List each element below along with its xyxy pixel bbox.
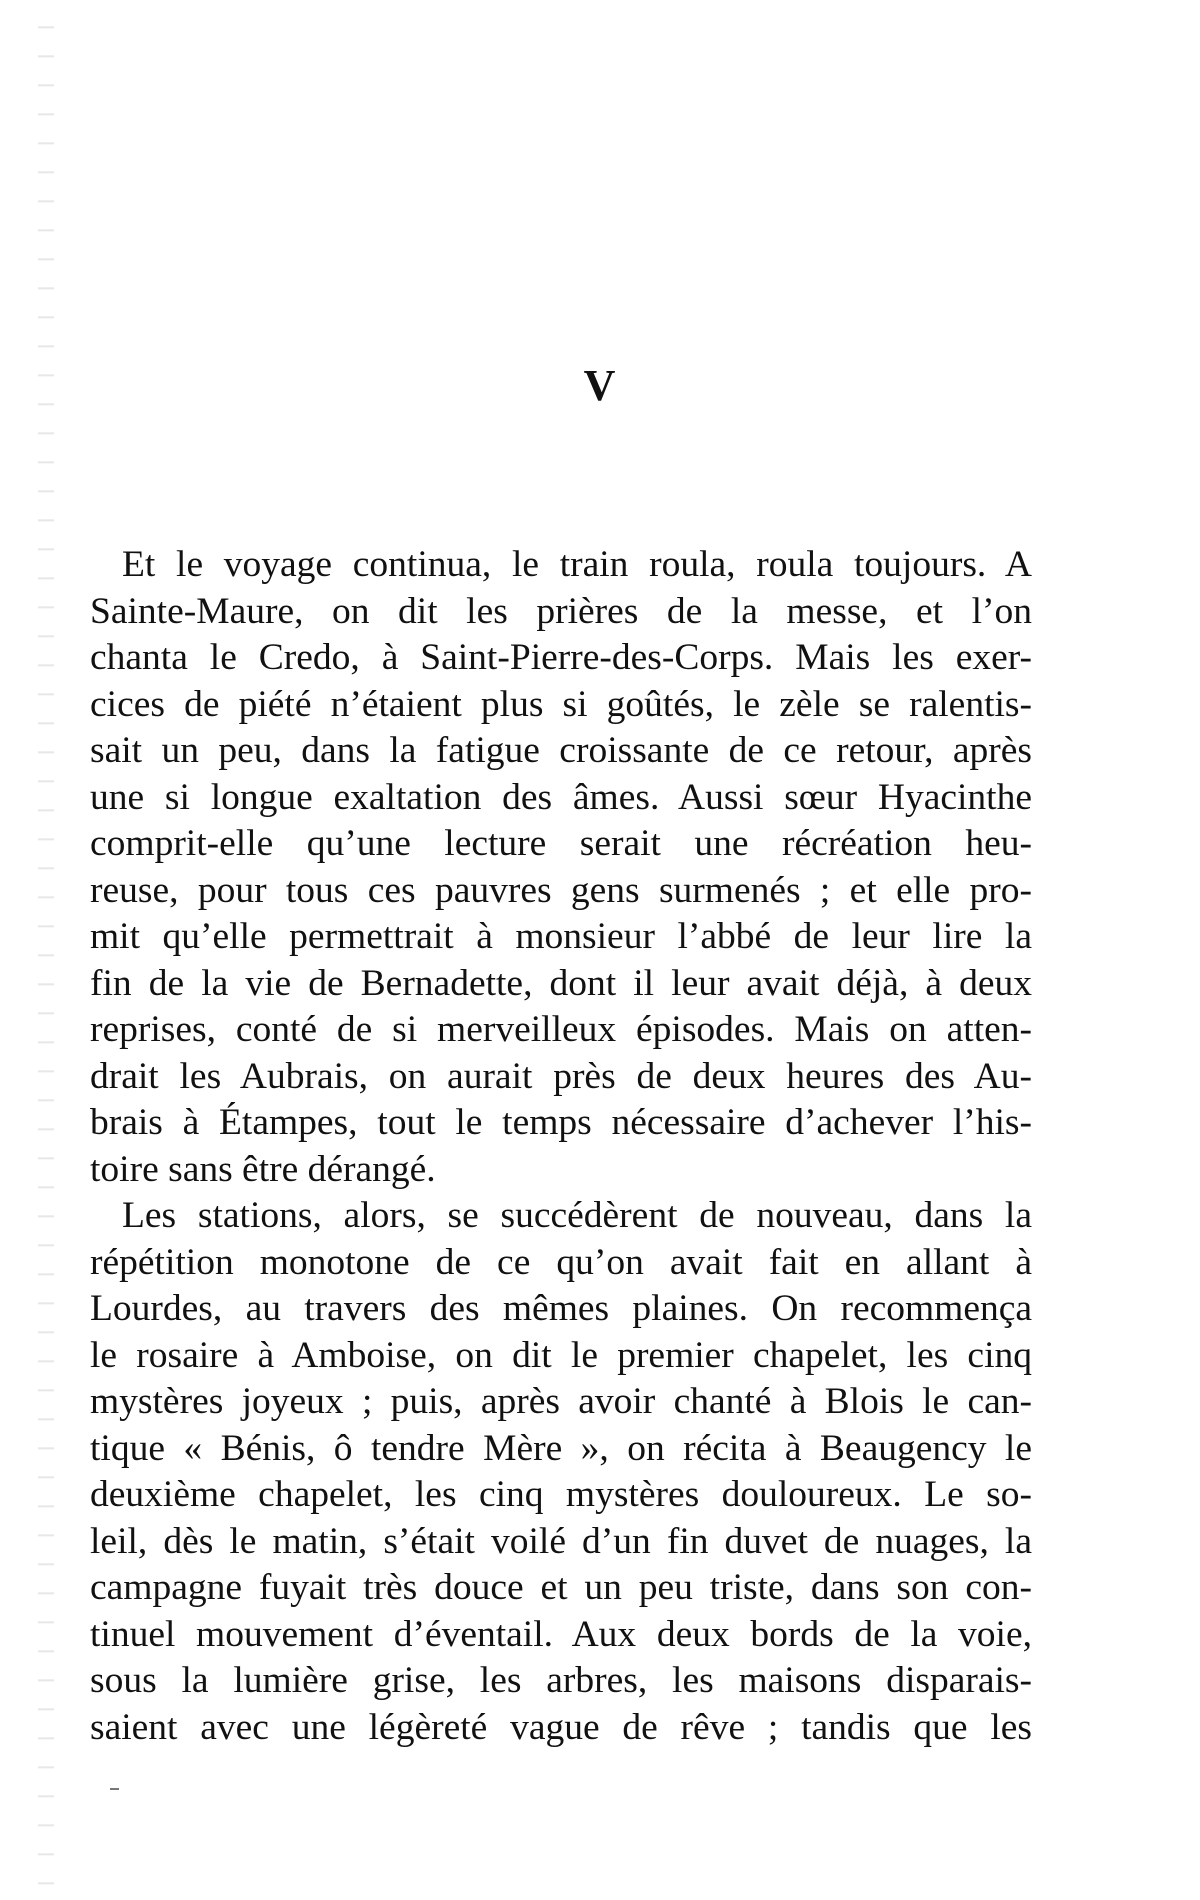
chapter-body xyxy=(90,542,1032,1751)
text-line: brais à Étampes, tout le temps nécessaire d’achever l’his- xyxy=(90,1102,1032,1143)
text-line: Lourdes, au travers des mêmes plaines. On recommença xyxy=(90,1288,1032,1329)
text-line: mit qu’elle permettrait à monsieur l’abbé de leur lire la xyxy=(90,916,1032,957)
text-line: reprises, conté de si merveilleux épisodes. Mais on atten- xyxy=(90,1009,1032,1050)
text-line: sait un peu, dans la fatigue croissante de ce retour, après xyxy=(90,730,1032,771)
text-line: comprit-elle qu’une lecture serait une récréation heu- xyxy=(90,823,1032,864)
text-line: tinuel mouvement d’éventail. Aux deux bords de la voie, xyxy=(90,1613,1032,1655)
text-line: le rosaire à Amboise, on dit le premier chapelet, les cinq xyxy=(90,1334,1032,1376)
scanned-margin-specks xyxy=(38,0,54,1900)
text-line: chanta le Credo, à Saint-Pierre-des-Corps. Mais les exer- xyxy=(90,637,1032,678)
text-line: toire sans être dérangé. xyxy=(90,1148,436,1190)
text-line: une si longue exaltation des âmes. Aussi sœur Hyacinthe xyxy=(90,776,1032,818)
text-line: sous la lumière grise, les arbres, les maisons disparais- xyxy=(90,1660,1032,1701)
text-line: répétition monotone de ce qu’on avait fait en allant à xyxy=(90,1241,1032,1283)
paragraph-2 xyxy=(90,1193,1032,1751)
text-line: Les stations, alors, se succédèrent de nouveau, dans la xyxy=(122,1195,1032,1236)
text-line: drait les Aubrais, on aurait près de deux heures des Au- xyxy=(90,1055,1032,1097)
text-line: deuxième chapelet, les cinq mystères douloureux. Le so- xyxy=(90,1474,1032,1515)
paragraph-1 xyxy=(90,542,1032,1193)
text-line: mystères joyeux ; puis, après avoir chanté à Blois le can- xyxy=(90,1381,1032,1422)
text-line: reuse, pour tous ces pauvres gens surmenés ; et elle pro- xyxy=(90,869,1032,911)
text-line: cices de piété n’étaient plus si goûtés, le zèle se ralentis- xyxy=(90,683,1032,725)
text-line: saient avec une légèreté vague de rêve ; tandis que les xyxy=(90,1706,1032,1748)
text-line: fin de la vie de Bernadette, dont il leur avait déjà, à deux xyxy=(90,962,1032,1004)
chapter-number: V xyxy=(583,361,617,410)
text-line: tique « Bénis, ô tendre Mère », on récita à Beaugency le xyxy=(90,1427,1032,1469)
text-line: Sainte-Maure, on dit les prières de la messe, et l’on xyxy=(90,590,1032,632)
text-line: campagne fuyait très douce et un peu triste, dans son con- xyxy=(90,1567,1032,1608)
text-line: Et le voyage continua, le train roula, roula toujours. A xyxy=(122,544,1032,585)
text-line: leil, dès le matin, s’était voilé d’un fin duvet de nuages, la xyxy=(90,1520,1032,1562)
scan-mark xyxy=(110,1788,119,1790)
